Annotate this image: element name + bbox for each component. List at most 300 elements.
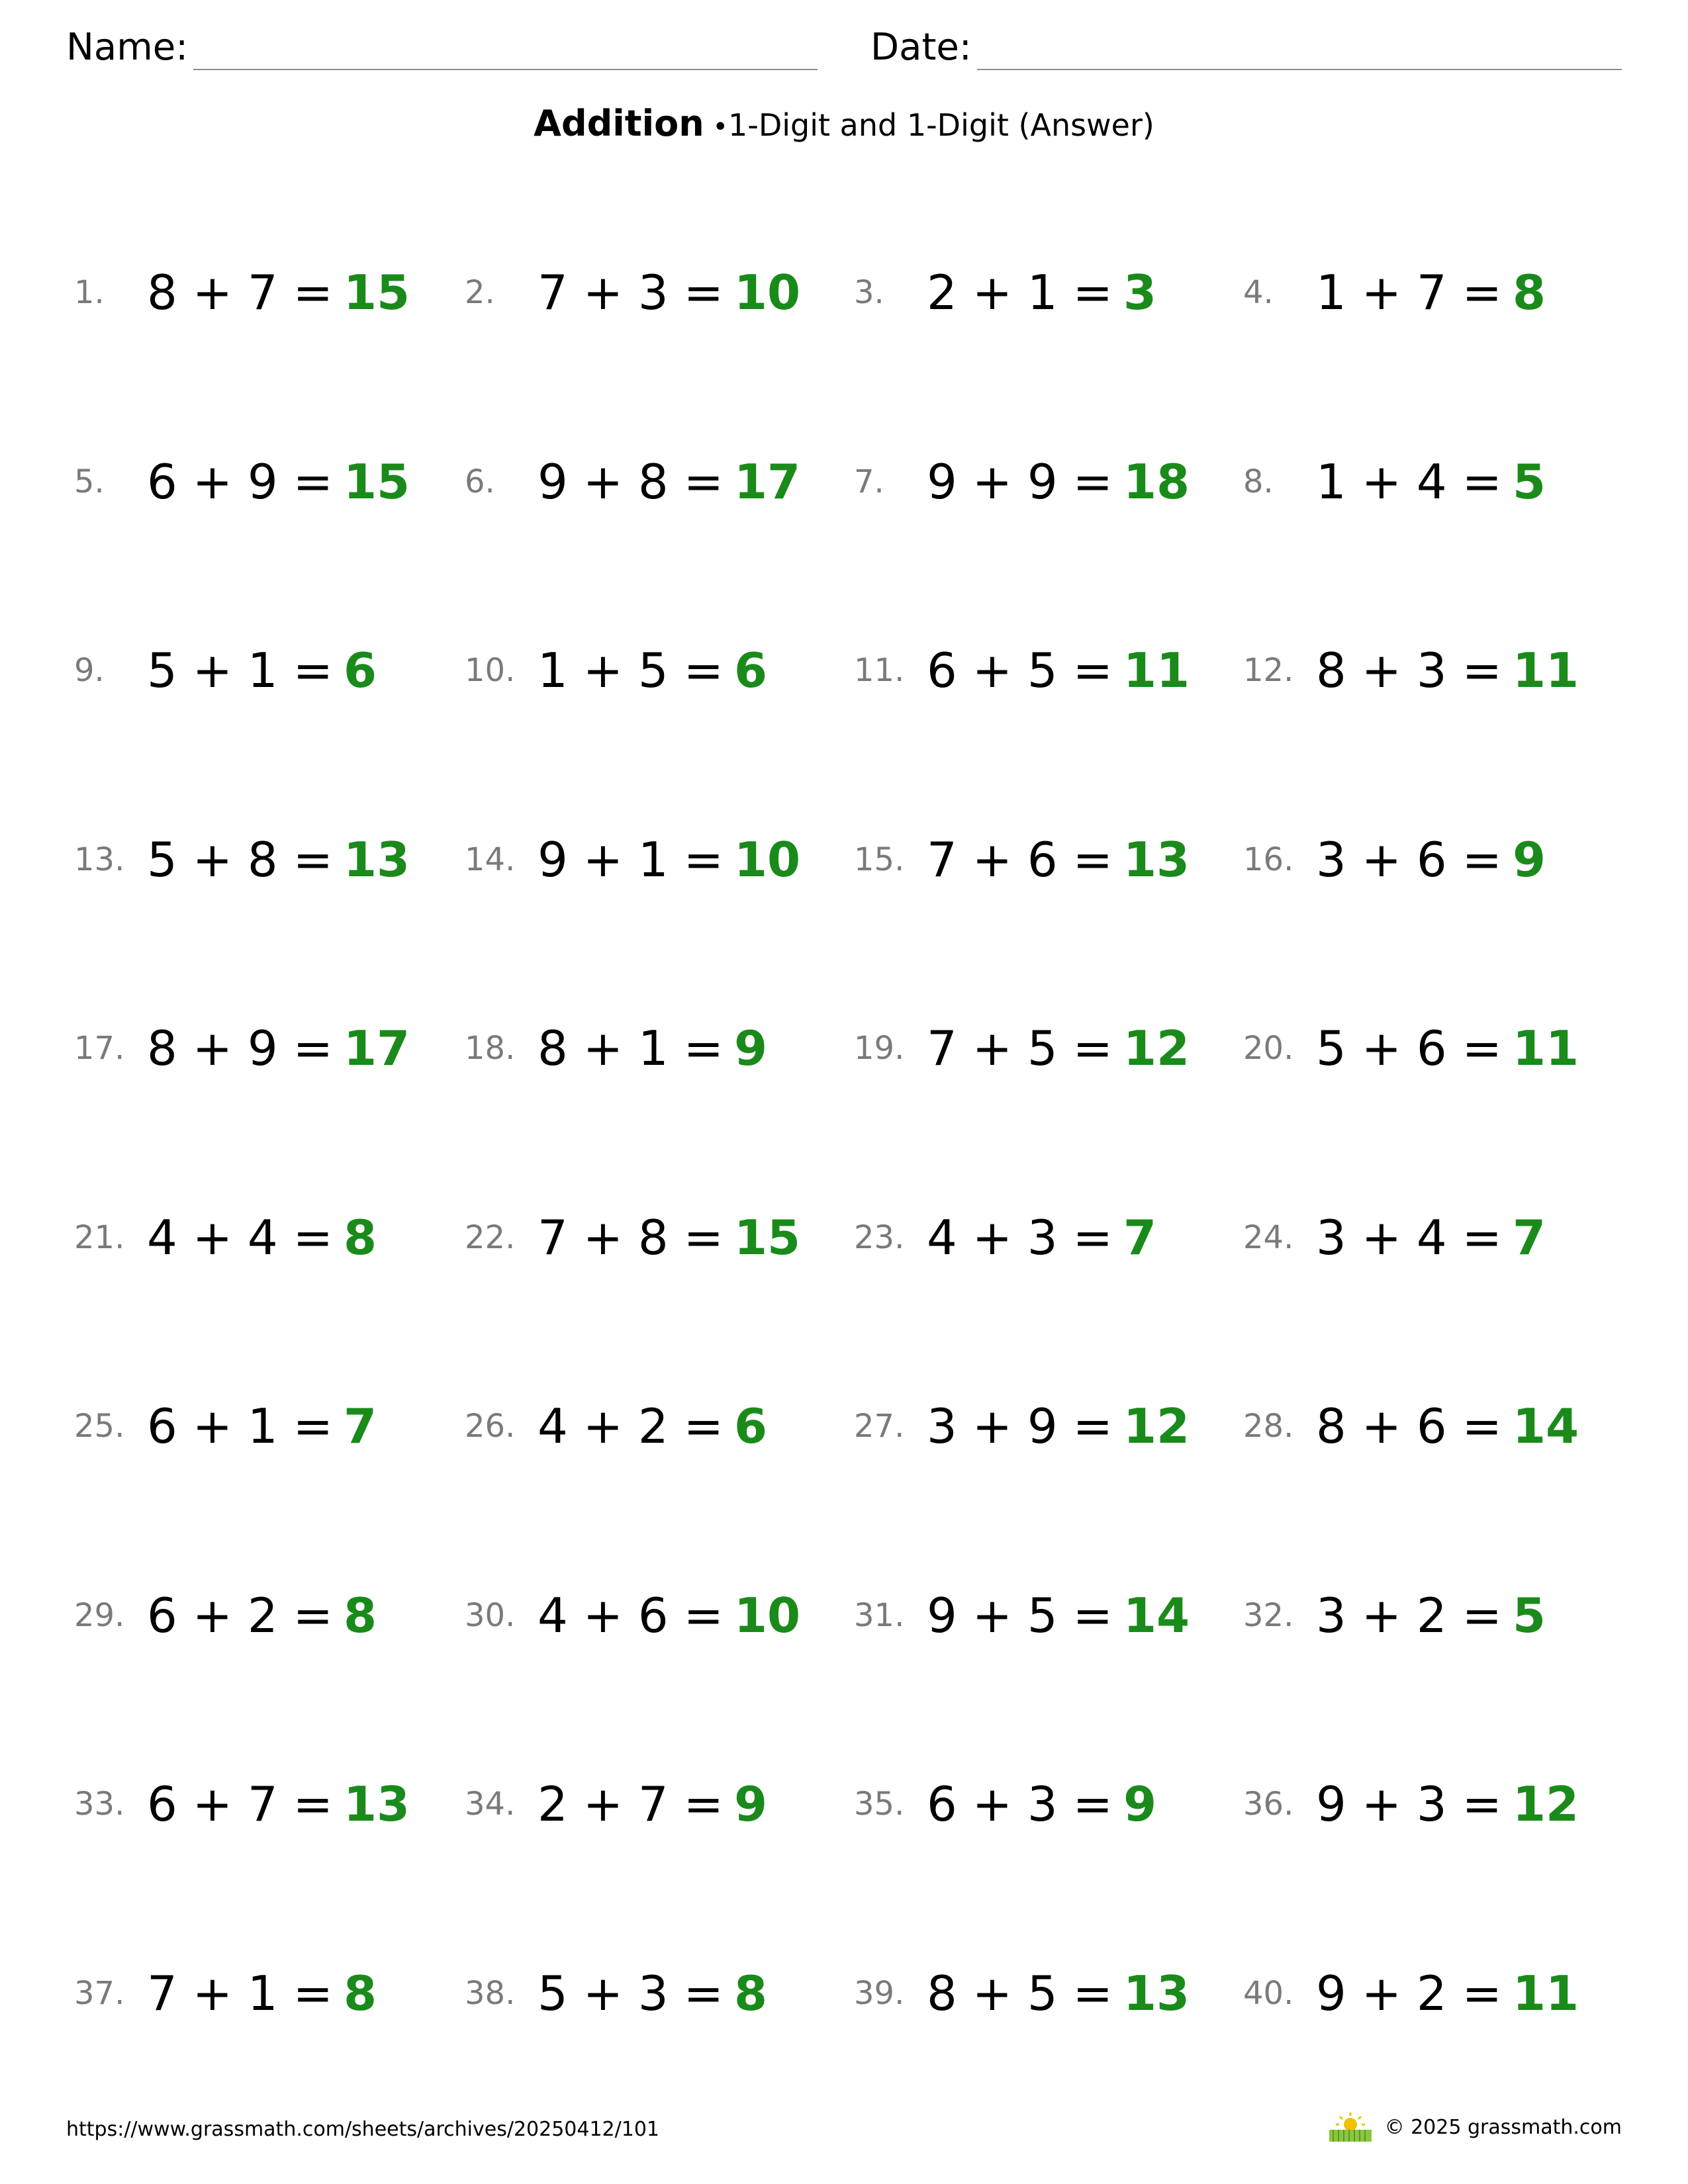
problem-item <box>74 1015 410 1081</box>
problem-number: 15. <box>854 841 905 878</box>
answer: 15 <box>343 453 410 510</box>
problem-item <box>74 1771 410 1837</box>
addend-a: 8 <box>1316 1398 1346 1454</box>
addend-a: 6 <box>927 1776 957 1832</box>
name-label: Name: <box>66 26 189 69</box>
equals-sign: = <box>668 1021 724 1076</box>
addend-a: 5 <box>147 643 177 698</box>
addend-b: 5 <box>1027 1587 1058 1643</box>
addend-b: 1 <box>247 643 278 698</box>
equals-sign: = <box>277 643 333 698</box>
problem-number: 24. <box>1243 1218 1294 1256</box>
problem-equation <box>1316 1588 1502 1643</box>
problem-number: 36. <box>1243 1786 1294 1823</box>
addend-a: 5 <box>538 1965 568 2021</box>
addend-a: 2 <box>927 265 957 320</box>
problem-item <box>74 827 410 893</box>
addend-b: 8 <box>637 453 669 510</box>
problem-number: 35. <box>854 1786 905 1823</box>
addend-b: 8 <box>247 831 278 887</box>
addend-b: 9 <box>247 1021 278 1076</box>
addend-a: 9 <box>538 831 568 887</box>
problem-item <box>854 449 1190 515</box>
problem-equation <box>147 265 333 320</box>
equals-sign: = <box>277 1776 333 1832</box>
problem-equation <box>147 1021 333 1076</box>
addend-b: 1 <box>637 1021 669 1076</box>
addend-b: 5 <box>1027 1021 1058 1076</box>
answer: 6 <box>733 643 768 698</box>
equals-sign: = <box>1446 643 1502 698</box>
problem-number: 33. <box>74 1786 125 1823</box>
equals-sign: = <box>1446 831 1502 887</box>
plus-sign: + <box>177 1965 248 2021</box>
equals-sign: = <box>668 265 724 320</box>
footer-url: https://www.grassmath.com/sheets/archives/20250412/101 <box>66 2118 660 2141</box>
answer: 3 <box>1123 265 1157 320</box>
problem-item <box>1243 1015 1579 1081</box>
equals-sign: = <box>277 1965 333 2021</box>
answer: 8 <box>733 1965 768 2021</box>
addend-a: 6 <box>927 643 957 698</box>
problem-number: 28. <box>1243 1408 1294 1445</box>
problem-number: 18. <box>465 1030 516 1067</box>
addend-b: 2 <box>247 1587 278 1643</box>
plus-sign: + <box>177 1776 248 1832</box>
problem-item <box>465 1015 767 1081</box>
addend-a: 6 <box>147 453 177 510</box>
problem-equation <box>538 1210 724 1265</box>
addend-a: 8 <box>927 1965 957 2021</box>
problem-item <box>854 1960 1190 2026</box>
plus-sign: + <box>567 1965 638 2021</box>
addend-b: 8 <box>637 1209 669 1265</box>
plus-sign: + <box>177 1398 248 1454</box>
problem-number: 23. <box>854 1218 905 1256</box>
problem-item <box>465 259 800 326</box>
problem-equation <box>927 454 1113 510</box>
problem-equation <box>147 832 333 887</box>
equals-sign: = <box>668 1398 724 1454</box>
addend-b: 4 <box>247 1209 278 1265</box>
problem-item <box>854 1205 1156 1271</box>
title-subtitle: 1-Digit and 1-Digit (Answer) <box>727 107 1154 143</box>
answer: 10 <box>733 831 801 887</box>
answer: 8 <box>343 1965 377 2021</box>
problem-equation <box>927 1776 1113 1832</box>
answer: 8 <box>343 1587 377 1643</box>
worksheet-title <box>0 103 1688 144</box>
problem-item <box>465 449 800 515</box>
addend-a: 7 <box>927 1021 957 1076</box>
answer: 11 <box>1512 1965 1579 2021</box>
problem-item <box>1243 449 1546 515</box>
addend-b: 3 <box>637 1965 669 2021</box>
problem-equation <box>147 1210 333 1265</box>
equals-sign: = <box>1446 1965 1502 2021</box>
addend-a: 1 <box>1316 265 1346 320</box>
answer: 14 <box>1512 1398 1579 1454</box>
equals-sign: = <box>277 1398 333 1454</box>
problem-item <box>1243 1393 1579 1459</box>
addend-b: 1 <box>1027 265 1058 320</box>
addend-b: 7 <box>1416 265 1447 320</box>
equals-sign: = <box>1057 831 1113 887</box>
answer: 10 <box>733 265 801 320</box>
addend-a: 9 <box>1316 1776 1346 1832</box>
footer-copyright: © 2025 grassmath.com <box>1384 2115 1622 2139</box>
problem-equation <box>1316 643 1502 698</box>
problem-item <box>1243 637 1579 704</box>
problem-number: 20. <box>1243 1030 1294 1067</box>
answer: 18 <box>1123 453 1190 510</box>
problem-item <box>1243 1771 1579 1837</box>
plus-sign: + <box>177 453 248 510</box>
equals-sign: = <box>1446 453 1502 510</box>
addend-a: 4 <box>538 1587 568 1643</box>
problem-number: 27. <box>854 1408 905 1445</box>
plus-sign: + <box>957 453 1027 510</box>
problem-item <box>74 637 377 704</box>
addend-a: 6 <box>147 1398 177 1454</box>
problem-number: 7. <box>854 463 884 500</box>
equals-sign: = <box>277 265 333 320</box>
plus-sign: + <box>1346 643 1417 698</box>
equals-sign: = <box>1446 1398 1502 1454</box>
problem-number: 21. <box>74 1218 125 1256</box>
answer: 17 <box>733 453 801 510</box>
addend-a: 3 <box>1316 831 1346 887</box>
problem-item <box>465 1582 800 1649</box>
equals-sign: = <box>277 1209 333 1265</box>
answer: 6 <box>733 1398 768 1454</box>
date-line[interactable] <box>977 68 1622 70</box>
answer: 15 <box>343 265 410 320</box>
addend-b: 2 <box>1416 1587 1447 1643</box>
answer: 15 <box>733 1209 801 1265</box>
equals-sign: = <box>668 1587 724 1643</box>
answer: 12 <box>1123 1398 1190 1454</box>
answer: 6 <box>343 643 377 698</box>
plus-sign: + <box>1346 1965 1417 2021</box>
addend-a: 4 <box>147 1209 177 1265</box>
problem-equation <box>147 1966 333 2021</box>
equals-sign: = <box>1057 1965 1113 2021</box>
equals-sign: = <box>1057 1021 1113 1076</box>
date-field[interactable] <box>870 21 1622 69</box>
problem-equation <box>927 1398 1113 1454</box>
equals-sign: = <box>668 831 724 887</box>
problem-item <box>74 1960 377 2026</box>
name-field[interactable] <box>66 21 818 69</box>
problem-equation <box>538 265 724 320</box>
name-line[interactable] <box>193 68 818 70</box>
plus-sign: + <box>957 1021 1027 1076</box>
plus-sign: + <box>1346 1776 1417 1832</box>
addend-a: 1 <box>538 643 568 698</box>
addend-b: 9 <box>1027 453 1058 510</box>
addend-b: 7 <box>247 1776 278 1832</box>
problem-number: 2. <box>465 274 495 311</box>
plus-sign: + <box>567 1398 638 1454</box>
problem-equation <box>147 643 333 698</box>
addend-a: 3 <box>927 1398 957 1454</box>
addend-b: 6 <box>1027 831 1058 887</box>
addend-b: 5 <box>1027 1965 1058 2021</box>
problem-number: 34. <box>465 1786 516 1823</box>
plus-sign: + <box>957 265 1027 320</box>
addend-b: 1 <box>247 1965 278 2021</box>
answer: 11 <box>1123 643 1190 698</box>
problem-item <box>465 1960 767 2026</box>
answer: 9 <box>1512 831 1546 887</box>
problem-equation <box>147 1588 333 1643</box>
equals-sign: = <box>277 831 333 887</box>
problem-item <box>465 1205 800 1271</box>
problem-equation <box>1316 1021 1502 1076</box>
equals-sign: = <box>1057 453 1113 510</box>
problem-equation <box>927 643 1113 698</box>
plus-sign: + <box>957 1776 1027 1832</box>
equals-sign: = <box>668 1776 724 1832</box>
addend-b: 7 <box>247 265 278 320</box>
problem-item <box>854 1393 1190 1459</box>
plus-sign: + <box>177 265 248 320</box>
problem-number: 26. <box>465 1408 516 1445</box>
plus-sign: + <box>177 1021 248 1076</box>
plus-sign: + <box>957 831 1027 887</box>
equals-sign: = <box>1446 1587 1502 1643</box>
answer: 13 <box>1123 831 1190 887</box>
problem-number: 6. <box>465 463 495 500</box>
problem-number: 32. <box>1243 1596 1294 1634</box>
answer: 8 <box>343 1209 377 1265</box>
equals-sign: = <box>1057 643 1113 698</box>
problem-equation <box>538 1776 724 1832</box>
addend-a: 5 <box>1316 1021 1346 1076</box>
problem-number: 17. <box>74 1030 125 1067</box>
equals-sign: = <box>1057 1398 1113 1454</box>
problem-number: 4. <box>1243 274 1274 311</box>
equals-sign: = <box>277 1021 333 1076</box>
problem-number: 12. <box>1243 652 1294 689</box>
addend-b: 6 <box>637 1587 669 1643</box>
problem-number: 14. <box>465 841 516 878</box>
plus-sign: + <box>567 265 638 320</box>
problem-equation <box>1316 1210 1502 1265</box>
answer: 9 <box>733 1776 768 1832</box>
answer: 14 <box>1123 1587 1190 1643</box>
plus-sign: + <box>1346 1021 1417 1076</box>
equals-sign: = <box>668 643 724 698</box>
plus-sign: + <box>177 831 248 887</box>
equals-sign: = <box>1446 1776 1502 1832</box>
equals-sign: = <box>1446 1209 1502 1265</box>
addend-a: 8 <box>538 1021 568 1076</box>
answer: 17 <box>343 1021 410 1076</box>
problem-item <box>74 1393 377 1459</box>
problem-equation <box>538 643 724 698</box>
addend-a: 3 <box>1316 1587 1346 1643</box>
problem-number: 31. <box>854 1596 905 1634</box>
addend-b: 3 <box>1027 1209 1058 1265</box>
answer: 9 <box>733 1021 768 1076</box>
problem-equation <box>927 832 1113 887</box>
problem-item <box>854 1015 1190 1081</box>
equals-sign: = <box>1057 1776 1113 1832</box>
answer: 13 <box>1123 1965 1190 2021</box>
problem-number: 38. <box>465 1974 516 2012</box>
addend-b: 6 <box>1416 1021 1447 1076</box>
problem-number: 11. <box>854 652 905 689</box>
answer: 7 <box>1123 1209 1157 1265</box>
problem-item <box>1243 827 1546 893</box>
plus-sign: + <box>957 1965 1027 2021</box>
answer: 13 <box>343 831 410 887</box>
plus-sign: + <box>957 1587 1027 1643</box>
plus-sign: + <box>957 643 1027 698</box>
problem-equation <box>147 454 333 510</box>
problem-number: 25. <box>74 1408 125 1445</box>
equals-sign: = <box>1057 265 1113 320</box>
answer: 13 <box>343 1776 410 1832</box>
equals-sign: = <box>668 1965 724 2021</box>
problem-item <box>854 259 1156 326</box>
problem-item <box>1243 1960 1579 2026</box>
grass-sun-logo-icon <box>1327 2111 1374 2143</box>
answer: 5 <box>1512 453 1546 510</box>
problem-item <box>465 1771 767 1837</box>
problem-equation <box>538 1021 724 1076</box>
plus-sign: + <box>567 831 638 887</box>
addend-b: 9 <box>247 453 278 510</box>
problem-equation <box>147 1776 333 1832</box>
problem-item <box>465 637 767 704</box>
addend-b: 7 <box>637 1776 669 1832</box>
problem-number: 19. <box>854 1030 905 1067</box>
problem-equation <box>927 265 1113 320</box>
answer: 12 <box>1123 1021 1190 1076</box>
problem-number: 10. <box>465 652 516 689</box>
addend-b: 1 <box>247 1398 278 1454</box>
plus-sign: + <box>177 1587 248 1643</box>
addend-a: 9 <box>927 453 957 510</box>
equals-sign: = <box>277 453 333 510</box>
problem-equation <box>538 454 724 510</box>
equals-sign: = <box>1057 1587 1113 1643</box>
problem-item <box>74 1582 377 1649</box>
addend-a: 9 <box>927 1587 957 1643</box>
equals-sign: = <box>1446 265 1502 320</box>
problem-item <box>854 1771 1156 1837</box>
problem-number: 37. <box>74 1974 125 2012</box>
problem-item <box>854 1582 1190 1649</box>
addend-b: 6 <box>1416 831 1447 887</box>
problem-item <box>854 827 1190 893</box>
title-separator: • <box>712 112 728 142</box>
addend-a: 7 <box>927 831 957 887</box>
addend-b: 9 <box>1027 1398 1058 1454</box>
addend-b: 3 <box>1416 1776 1447 1832</box>
problem-item <box>1243 259 1546 326</box>
answer: 7 <box>343 1398 377 1454</box>
addend-a: 2 <box>538 1776 568 1832</box>
problem-number: 1. <box>74 274 105 311</box>
problem-item <box>74 259 410 326</box>
plus-sign: + <box>567 1209 638 1265</box>
problem-equation <box>927 1966 1113 2021</box>
problem-number: 22. <box>465 1218 516 1256</box>
problem-number: 5. <box>74 463 105 500</box>
answer: 10 <box>733 1587 801 1643</box>
answer: 11 <box>1512 1021 1579 1076</box>
addend-b: 5 <box>1027 643 1058 698</box>
problem-item <box>465 827 800 893</box>
title-main: Addition <box>534 103 704 144</box>
problem-number: 16. <box>1243 841 1294 878</box>
answer: 9 <box>1123 1776 1157 1832</box>
problem-equation <box>1316 1966 1502 2021</box>
problem-number: 8. <box>1243 463 1274 500</box>
problem-equation <box>1316 1398 1502 1454</box>
problem-item <box>465 1393 767 1459</box>
addend-b: 3 <box>637 265 669 320</box>
problem-equation <box>927 1021 1113 1076</box>
plus-sign: + <box>177 643 248 698</box>
answer: 8 <box>1512 265 1546 320</box>
problem-equation <box>927 1588 1113 1643</box>
plus-sign: + <box>1346 1398 1417 1454</box>
addend-a: 9 <box>538 453 568 510</box>
problem-item <box>1243 1582 1546 1649</box>
problem-number: 9. <box>74 652 105 689</box>
addend-a: 8 <box>147 1021 177 1076</box>
date-label: Date: <box>870 26 972 69</box>
problem-item <box>74 1205 377 1271</box>
equals-sign: = <box>277 1587 333 1643</box>
problem-equation <box>1316 1776 1502 1832</box>
addend-b: 2 <box>637 1398 669 1454</box>
plus-sign: + <box>1346 265 1417 320</box>
addend-b: 2 <box>1416 1965 1447 2021</box>
answer: 5 <box>1512 1587 1546 1643</box>
addend-a: 6 <box>147 1776 177 1832</box>
plus-sign: + <box>567 1587 638 1643</box>
footer-brand <box>1327 2111 1622 2143</box>
plus-sign: + <box>1346 453 1417 510</box>
problem-number: 13. <box>74 841 125 878</box>
problem-number: 3. <box>854 274 884 311</box>
equals-sign: = <box>1057 1209 1113 1265</box>
problem-number: 40. <box>1243 1974 1294 2012</box>
addend-a: 4 <box>538 1398 568 1454</box>
addend-a: 7 <box>538 1209 568 1265</box>
problem-equation <box>147 1398 333 1454</box>
problem-number: 30. <box>465 1596 516 1634</box>
plus-sign: + <box>957 1209 1027 1265</box>
problem-equation <box>1316 265 1502 320</box>
addend-b: 1 <box>637 831 669 887</box>
problem-number: 39. <box>854 1974 905 2012</box>
plus-sign: + <box>567 453 638 510</box>
addend-a: 3 <box>1316 1209 1346 1265</box>
answer: 11 <box>1512 643 1579 698</box>
addend-a: 8 <box>1316 643 1346 698</box>
problem-item <box>854 637 1190 704</box>
addend-a: 8 <box>147 265 177 320</box>
plus-sign: + <box>1346 831 1417 887</box>
equals-sign: = <box>1446 1021 1502 1076</box>
